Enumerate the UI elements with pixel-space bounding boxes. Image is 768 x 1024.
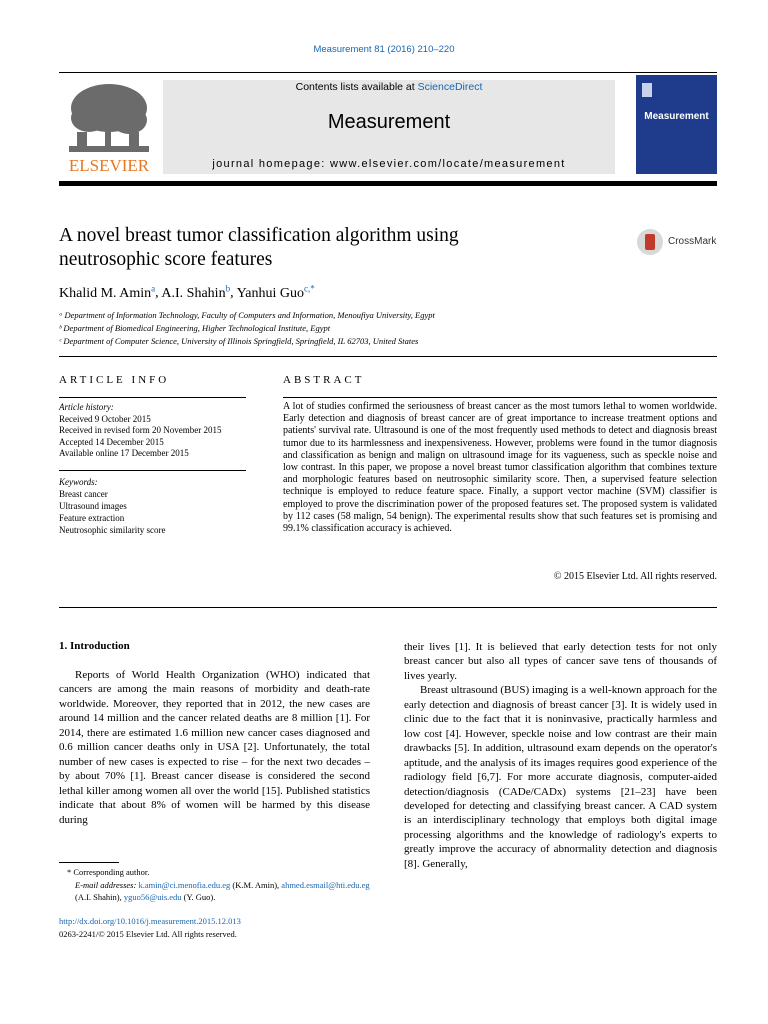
body-column-left bbox=[59, 668, 370, 827]
abstract-heading: ABSTRACT bbox=[283, 374, 365, 386]
email-owner: (Y. Guo). bbox=[183, 892, 216, 903]
history-revised: Received in revised form 20 November 2015 bbox=[59, 425, 222, 435]
footnote bbox=[59, 866, 379, 904]
intro-paragraph-1: Reports of World Health Organization (WHO) indicated that cancers are among the main reasons of morbidity and death-rate worldwide. Moreover, they reported that in 2012, the new cases are around 14 million and the cancer related deaths are 8 million [1]. For 2014, there are estimated 1.6 million new cancer cases diagnosed and 0.6 million cancer deaths only in USA [2]. Unfortunately, the total number of new cases is expected to rise – for the next two decades – by about 70% [1]. Breast cancer disease is considered the second lethal killer among women all over the world [15]. Published statistics indicate that about 8% of women will be harmed by this disease during bbox=[59, 669, 370, 826]
affiliations bbox=[59, 309, 579, 348]
title-divider bbox=[59, 356, 717, 357]
crossmark-label: CrossMark bbox=[668, 236, 717, 247]
journal-homepage[interactable]: journal homepage: www.elsevier.com/locate/measurement bbox=[212, 158, 566, 170]
contents-line bbox=[163, 81, 615, 93]
corresponding-author-note: * Corresponding author. bbox=[67, 867, 150, 877]
article-info-divider bbox=[59, 397, 246, 398]
history-online: Available online 17 December 2015 bbox=[59, 448, 189, 458]
author-separator: , bbox=[155, 285, 162, 301]
abstract-divider bbox=[283, 397, 717, 398]
keyword-item: Breast cancer bbox=[59, 489, 108, 499]
author-1[interactable]: Khalid M. Amin$^a$ bbox=[59, 283, 156, 301]
keywords bbox=[59, 476, 249, 536]
abstract-copyright: © 2015 Elsevier Ltd. All rights reserved. bbox=[553, 571, 717, 582]
journal-cover-image[interactable] bbox=[636, 75, 717, 174]
history-received: Received 9 October 2015 bbox=[59, 413, 151, 424]
author-2-affil-sup[interactable]: b bbox=[225, 283, 231, 293]
author-3-affil-sup[interactable]: c,* bbox=[304, 283, 315, 293]
author-separator: , bbox=[230, 285, 237, 301]
author-1-affil-sup[interactable]: a bbox=[151, 283, 156, 293]
keywords-label: Keywords: bbox=[59, 477, 98, 487]
cover-logo bbox=[642, 83, 652, 97]
intro-paragraph-1-cont: their lives [1]. It is believed that early detection tests for not only breast cancer but also all types of cancer save tens of thousands of lives yearly. bbox=[404, 641, 717, 682]
crossmark-icon bbox=[636, 228, 666, 256]
header-thick-divider bbox=[59, 181, 717, 186]
keyword-item: Feature extraction bbox=[59, 513, 125, 523]
keywords-divider bbox=[59, 470, 246, 471]
author-2[interactable]: A.I. Shahin$^b$ bbox=[161, 283, 231, 301]
affiliation-c: ᶜ Department of Computer Science, University of Illinois Springfield, Springfield, IL 62703, United States bbox=[59, 336, 419, 346]
affiliation-b: ᵇ Department of Biomedical Engineering, Higher Technological Institute, Egypt bbox=[59, 323, 331, 333]
top-divider bbox=[59, 72, 717, 73]
email-link-guo[interactable]: yguo56@uis.edu bbox=[123, 892, 182, 903]
journal-title: Measurement bbox=[327, 111, 451, 133]
keyword-item: Ultrasound images bbox=[59, 501, 127, 511]
email-link-amin[interactable]: k.amin@ci.menofia.edu.eg bbox=[138, 879, 231, 890]
doi-block bbox=[59, 915, 379, 940]
history-label: Article history: bbox=[59, 402, 114, 412]
author-list bbox=[59, 283, 315, 302]
article-title bbox=[59, 224, 539, 272]
journal-reference-link[interactable]: Measurement 81 (2016) 210–220 bbox=[313, 44, 455, 55]
intro-paragraph-2: Breast ultrasound (BUS) imaging is a well-known approach for the early detection and diagnosis of breast cancer [3]. It is widely used in clinic due to the fact that it is noninvasive, practically harmless and low cost [4]. However, speckle noise and low contrast are their main drawbacks [5]. In addition, ultrasound exam depends on the operator's aptitude, and the analysis of its images requires good experience of the radiology field [6,7]. For more accurate diagnosis, computer-aided detection/diagnosis (CADe/CADx) systems [21–23] have been developed for detecting and classifying breast cancer. A CAD system is an interdisciplinary technology that employs both digital image processing algorithms and the knowledge of radiology's experts to greatly improve the accuracy of abnormality detection and diagnosis [8]. Generally, bbox=[404, 684, 717, 870]
email-owner: (K.M. Amin), bbox=[232, 879, 280, 890]
email-owner: (A.I. Shahin), bbox=[75, 892, 122, 903]
author-3[interactable]: Yanhui Guo$^{c,*}$ bbox=[236, 283, 315, 301]
contents-prefix: Contents lists available at bbox=[295, 81, 418, 93]
abstract-text: A lot of studies confirmed the seriousness of breast cancer as the most tumors lethal to women worldwide. Early detection and diagnosis of breast cancer are of great importance to increase treatment options and patients' survival rate. Ultrasound is one of the most frequently used methods to detect and diagnosis breast tumor due to its harmlessness and inexpensiveness. However, problems were found in the tumor diagnosis and classification as benign and malign on ultrasound image for its vagueness, such as speckle noise and low contrast. In this paper, we propose a novel breast tumor classification algorithm that combines texture and morphologic features based on neutrosophic similarity score. Then, a supervised feature selection technique is employed to reduce feature space. Finally, a support vector machine (SVM) classifier is employed to prove the discrimination power of the proposed features set. The proposed system is validated by 112 cases (58 malign, 54 benign). The experimental results show that such features set is promising and 99.1% classification accuracy is achieved. bbox=[283, 401, 717, 535]
article-info-heading: ARTICLE INFO bbox=[59, 374, 170, 386]
article-title-line-1: A novel breast tumor classification algorithm using bbox=[59, 225, 459, 246]
elsevier-wordmark: ELSEVIER bbox=[68, 156, 150, 175]
body-column-right bbox=[404, 640, 717, 871]
article-title-line-2: neutrosophic score features bbox=[59, 249, 273, 270]
issn-copyright: 0263-2241/© 2015 Elsevier Ltd. All rights reserved. bbox=[59, 928, 237, 939]
introduction-heading: 1. Introduction bbox=[59, 640, 130, 652]
elsevier-logo bbox=[59, 80, 159, 174]
doi-link[interactable]: http://dx.doi.org/10.1016/j.measurement.2015.12.013 bbox=[59, 916, 241, 926]
keyword-item: Neutrosophic similarity score bbox=[59, 525, 166, 535]
article-history bbox=[59, 402, 249, 460]
email-label: E-mail addresses: bbox=[75, 879, 137, 890]
footnote-divider bbox=[59, 862, 119, 863]
crossmark-badge[interactable] bbox=[636, 228, 726, 256]
history-accepted: Accepted 14 December 2015 bbox=[59, 436, 164, 447]
affiliation-a: ᵃ Department of Information Technology, Faculty of Computers and Information, Menoufiya University, Egypt bbox=[59, 310, 435, 320]
sciencedirect-link[interactable]: ScienceDirect bbox=[417, 81, 483, 93]
email-link-shahin[interactable]: ahmed.esmail@hti.edu.eg bbox=[281, 879, 370, 890]
body-divider bbox=[59, 607, 717, 608]
cover-title: Measurement bbox=[644, 111, 709, 122]
